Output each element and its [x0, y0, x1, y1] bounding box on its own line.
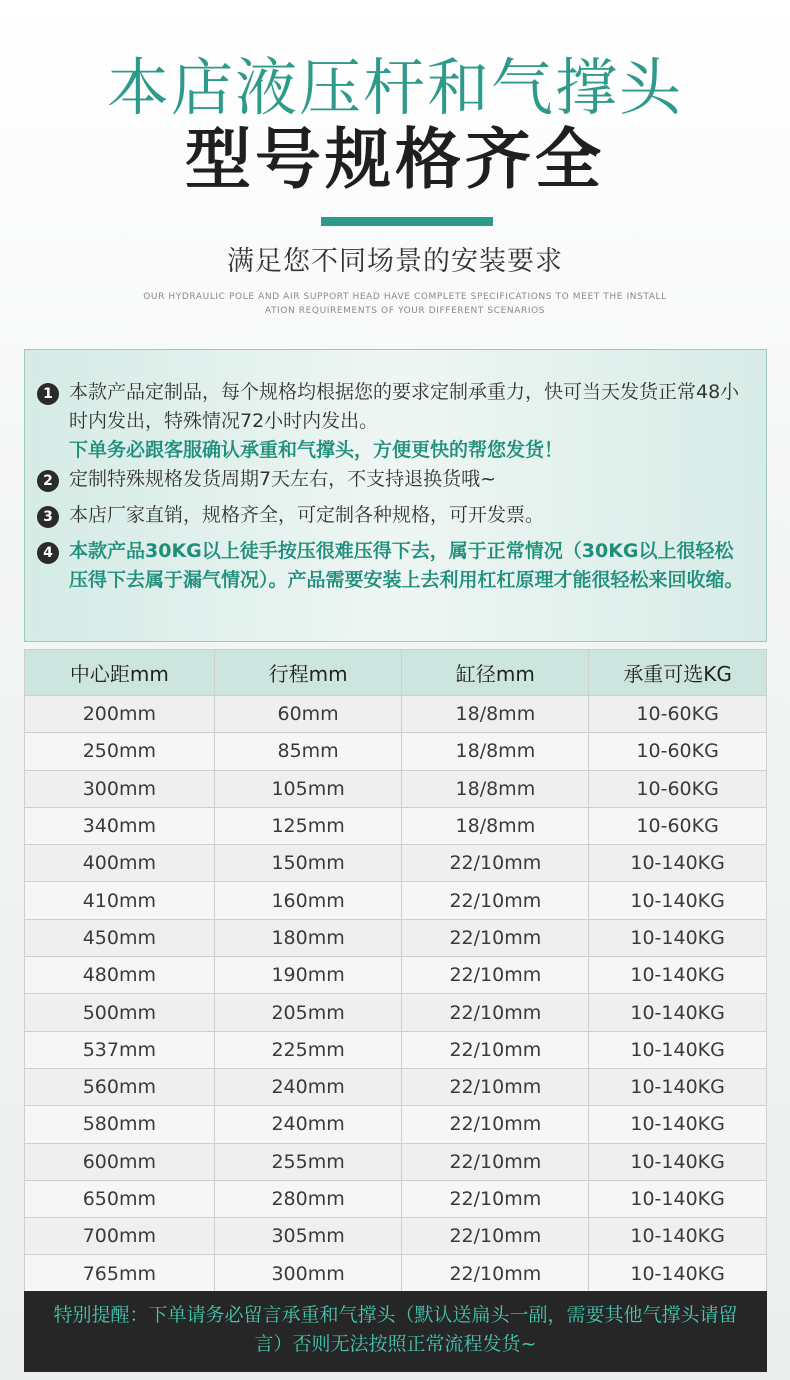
table-cell: 700mm [25, 1218, 215, 1255]
table-cell: 10-140KG [589, 1031, 767, 1068]
note-3 [37, 501, 749, 530]
table-cell: 480mm [25, 957, 215, 994]
table-cell: 205mm [214, 994, 402, 1031]
note-2 [37, 465, 749, 494]
table-row [25, 696, 767, 733]
note-1-highlight: 下单务必跟客服确认承重和气撑头，方便更快的帮您发货！ [69, 439, 564, 461]
note-1-text: 本款产品定制品，每个规格均根据您的要求定制承重力，快可当天发货正常48小时内发出，特殊情况72小时内发出。 [69, 381, 740, 432]
table-cell: 10-140KG [589, 994, 767, 1031]
title-line-1: 本店液压杆和气撑头 [106, 51, 683, 124]
table-cell: 22/10mm [402, 1143, 589, 1180]
table-row [25, 1218, 767, 1255]
table-cell: 22/10mm [402, 1106, 589, 1143]
table-row [25, 733, 767, 770]
note-4 [37, 537, 749, 595]
table-cell: 410mm [25, 882, 215, 919]
table-cell: 22/10mm [402, 919, 589, 956]
subtitle: 满足您不同场景的安装要求 [227, 246, 563, 277]
table-cell: 600mm [25, 1143, 215, 1180]
table-cell: 22/10mm [402, 845, 589, 882]
table-row [25, 882, 767, 919]
table-cell: 500mm [25, 994, 215, 1031]
table-cell: 280mm [214, 1180, 402, 1217]
header-center-distance: 中心距mm [25, 650, 215, 696]
table-row [25, 845, 767, 882]
table-cell: 10-140KG [589, 919, 767, 956]
table-cell: 10-140KG [589, 1143, 767, 1180]
table-cell: 10-140KG [589, 957, 767, 994]
table-cell: 240mm [214, 1106, 402, 1143]
table-cell: 340mm [25, 807, 215, 844]
table-row [25, 1106, 767, 1143]
notice-panel [24, 349, 767, 642]
spec-table [24, 649, 767, 1293]
table-cell: 22/10mm [402, 957, 589, 994]
table-row [25, 1143, 767, 1180]
table-cell: 300mm [214, 1255, 402, 1292]
table-cell: 225mm [214, 1031, 402, 1068]
table-cell: 10-140KG [589, 1068, 767, 1105]
title-line-2: 型号规格齐全 [185, 121, 605, 198]
note-2-text: 定制特殊规格发货周期7天左右，不支持退换货哦~ [69, 468, 497, 490]
note-1 [37, 378, 749, 465]
table-cell: 18/8mm [402, 733, 589, 770]
number-1-icon: 1 [37, 383, 59, 405]
table-row [25, 1255, 767, 1292]
table-cell: 60mm [214, 696, 402, 733]
table-cell: 10-140KG [589, 1255, 767, 1292]
table-cell: 22/10mm [402, 1031, 589, 1068]
header-load: 承重可选KG [589, 650, 767, 696]
table-cell: 18/8mm [402, 770, 589, 807]
table-cell: 300mm [25, 770, 215, 807]
table-row [25, 1031, 767, 1068]
table-cell: 105mm [214, 770, 402, 807]
table-row [25, 807, 767, 844]
table-cell: 125mm [214, 807, 402, 844]
header-stroke: 行程mm [214, 650, 402, 696]
table-cell: 190mm [214, 957, 402, 994]
table-row [25, 994, 767, 1031]
table-cell: 22/10mm [402, 882, 589, 919]
footer-text: 特别提醒：下单请务必留言承重和气撑头（默认送扁头一副，需要其他气撑头请留言）否则无法按照正常流程发货~ [53, 1304, 738, 1355]
table-cell: 22/10mm [402, 994, 589, 1031]
table-cell: 10-140KG [589, 1106, 767, 1143]
table-cell: 10-60KG [589, 696, 767, 733]
title-divider [321, 217, 493, 226]
table-cell: 150mm [214, 845, 402, 882]
english-caption [130, 290, 680, 318]
table-cell: 450mm [25, 919, 215, 956]
table-cell: 560mm [25, 1068, 215, 1105]
table-row [25, 957, 767, 994]
table-cell: 22/10mm [402, 1218, 589, 1255]
table-cell: 400mm [25, 845, 215, 882]
table-cell: 18/8mm [402, 807, 589, 844]
table-cell: 10-140KG [589, 882, 767, 919]
number-3-icon: 3 [37, 506, 59, 528]
table-cell: 765mm [25, 1255, 215, 1292]
table-cell: 160mm [214, 882, 402, 919]
number-2-icon: 2 [37, 470, 59, 492]
table-cell: 10-60KG [589, 733, 767, 770]
table-cell: 22/10mm [402, 1255, 589, 1292]
table-row [25, 919, 767, 956]
table-cell: 10-60KG [589, 807, 767, 844]
footer-reminder [24, 1291, 767, 1372]
english-caption-line-2: ATION REQUIREMENTS OF YOUR DIFFERENT SCENARIOS [264, 306, 546, 316]
english-caption-line-1: OUR HYDRAULIC POLE AND AIR SUPPORT HEAD HAVE COMPLETE SPECIFICATIONS TO MEET THE INSTALL [143, 292, 667, 302]
table-cell: 580mm [25, 1106, 215, 1143]
header-bore: 缸径mm [402, 650, 589, 696]
table-cell: 200mm [25, 696, 215, 733]
table-cell: 10-140KG [589, 1218, 767, 1255]
table-cell: 537mm [25, 1031, 215, 1068]
table-cell: 22/10mm [402, 1068, 589, 1105]
table-cell: 240mm [214, 1068, 402, 1105]
table-row [25, 1180, 767, 1217]
table-row [25, 770, 767, 807]
table-cell: 180mm [214, 919, 402, 956]
table-cell: 85mm [214, 733, 402, 770]
table-cell: 10-140KG [589, 845, 767, 882]
table-cell: 10-140KG [589, 1180, 767, 1217]
number-4-icon: 4 [37, 542, 59, 564]
table-cell: 22/10mm [402, 1180, 589, 1217]
table-cell: 305mm [214, 1218, 402, 1255]
table-cell: 18/8mm [402, 696, 589, 733]
note-4-text: 本款产品30KG以上徒手按压很难压得下去，属于正常情况（30KG以上很轻松压得下去属于漏气情况）。产品需要安装上去利用杠杠原理才能很轻松来回收缩。 [69, 540, 744, 591]
table-cell: 250mm [25, 733, 215, 770]
table-header-row [25, 650, 767, 696]
table-cell: 10-60KG [589, 770, 767, 807]
note-3-text: 本店厂家直销，规格齐全，可定制各种规格，可开发票。 [69, 504, 545, 526]
table-cell: 650mm [25, 1180, 215, 1217]
table-row [25, 1068, 767, 1105]
table-cell: 255mm [214, 1143, 402, 1180]
